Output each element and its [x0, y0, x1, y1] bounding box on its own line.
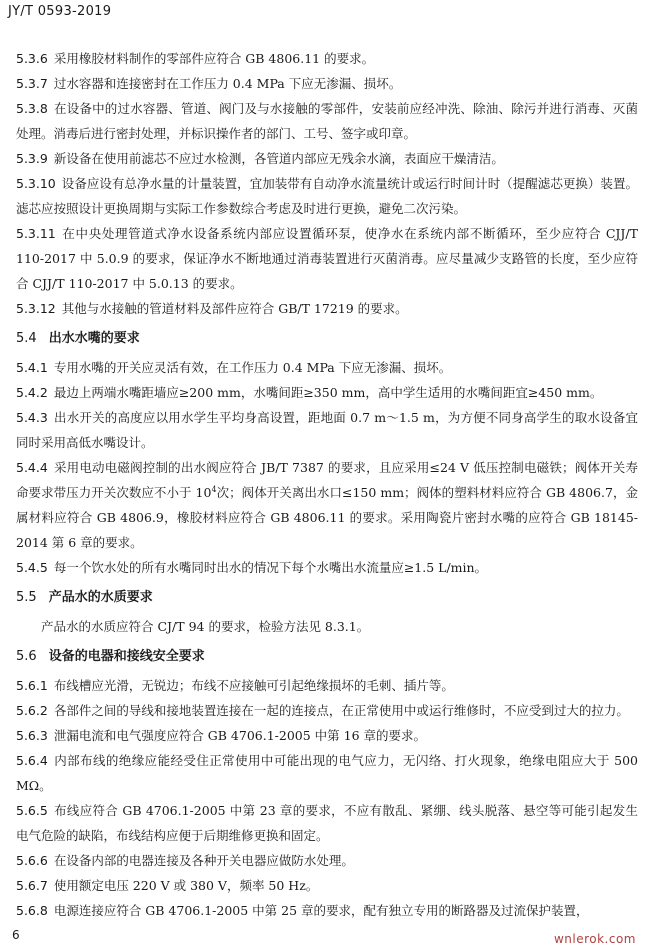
clause-text: 出水开关的高度应以用水学生平均身高设置，距地面 0.7 m～1.5 m，为方便不同身高学生的取水设备宜同时采用高低水嘴设计。 — [16, 410, 638, 450]
clause — [16, 96, 638, 146]
clause-number: 5.3.12 — [16, 301, 56, 316]
section-number: 5.6 — [16, 649, 37, 664]
section-number: 5.5 — [16, 590, 37, 605]
clause — [16, 171, 638, 221]
clause-number: 5.6.6 — [16, 853, 48, 868]
clause-number: 5.6.1 — [16, 678, 48, 693]
clause — [16, 898, 638, 923]
clause — [16, 723, 638, 748]
clause-number: 5.4.2 — [16, 385, 48, 400]
section-heading — [16, 326, 638, 351]
clause-text: 其他与水接触的管道材料及部件应符合 GB/T 17219 的要求。 — [61, 301, 408, 316]
clause — [16, 873, 638, 898]
clause-text: 专用水嘴的开关应灵活有效，在工作压力 0.4 MPa 下应无渗漏、损坏。 — [53, 360, 452, 375]
clause — [16, 380, 638, 405]
section-number: 5.4 — [16, 331, 37, 346]
clause-number: 5.6.4 — [16, 753, 48, 768]
section-heading — [16, 585, 638, 610]
clause-number: 5.3.8 — [16, 101, 48, 116]
clause-text: 过水容器和连接密封在工作压力 0.4 MPa 下应无渗漏、损坏。 — [53, 76, 402, 91]
clause-text: 各部件之间的导线和接地装置连接在一起的连接点，在正常使用中或运行维修时，不应受到过大的拉力。 — [53, 703, 629, 718]
clause — [16, 698, 638, 723]
clause-text: 泄漏电流和电气强度应符合 GB 4706.1-2005 中第 16 章的要求。 — [53, 728, 427, 743]
clause-text: 使用额定电压 220 V 或 380 V，频率 50 Hz。 — [53, 878, 319, 893]
clause — [16, 355, 638, 380]
clause-number: 5.6.5 — [16, 803, 48, 818]
section-title: 出水水嘴的要求 — [48, 331, 140, 346]
clause-text: 新设备在使用前滤芯不应过水检测，各管道内部应无残余水滴，表面应干燥清洁。 — [53, 151, 504, 166]
clause-number: 5.3.6 — [16, 51, 48, 66]
clause-number: 5.3.11 — [16, 226, 56, 241]
clause — [16, 455, 638, 555]
clause-text: 采用电动电磁阀控制的出水阀应符合 JB/T 7387 的要求，且应采用≤24 V 低压控制电磁铁；阀体开关寿命要求带压力开关次数应不小于 10 — [16, 460, 638, 500]
clause-number: 5.6.3 — [16, 728, 48, 743]
clause — [16, 405, 638, 455]
clause-text: 布线应符合 GB 4706.1-2005 中第 23 章的要求，不应有散乱、紧绷、线头脱落、悬空等可能引起发生电气危险的缺陷，布线结构应便于后期维修更换和固定。 — [16, 803, 638, 843]
clause-text: 最边上两端水嘴距墙应≥200 mm，水嘴间距≥350 mm，高中学生适用的水嘴间距宜≥450 mm。 — [53, 385, 603, 400]
clause-text: 电源连接应符合 GB 4706.1-2005 中第 25 章的要求，配有独立专用的断路器及过流保护装置， — [53, 903, 589, 918]
section-body: 产品水的水质应符合 CJ/T 94 的要求，检验方法见 8.3.1。 — [41, 619, 370, 634]
document-body — [16, 46, 638, 923]
clause-number: 5.3.7 — [16, 76, 48, 91]
clause-text: 在中央处理管道式净水设备系统内部应设置循环泵，使净水在系统内部不断循环，至少应符合 CJJ/T 110-2017 中 5.0.9 的要求，保证净水不断地通过消毒装置进行灭菌消毒。应尽量减少支路管的长度，至少应符合 CJJ/T 110-2017 中 5.0.13 的要求。 — [16, 226, 638, 291]
clause-number: 5.4.3 — [16, 410, 48, 425]
page-number: 6 — [12, 928, 20, 942]
clause-number: 5.4.1 — [16, 360, 48, 375]
section-title: 设备的电器和接线安全要求 — [48, 649, 205, 664]
clause-number: 5.6.2 — [16, 703, 48, 718]
clause-text: 内部布线的绝缘应能经受住正常使用中可能出现的电气应力，无闪络、打火现象，绝缘电阻应大于 500 MΩ。 — [16, 753, 638, 793]
clause — [16, 71, 638, 96]
clause-number: 5.3.9 — [16, 151, 48, 166]
clause-text: 布线槽应光滑，无锐边；布线不应接触可引起绝缘损坏的毛刺、插片等。 — [53, 678, 454, 693]
clause — [16, 146, 638, 171]
watermark: wnlerok.com — [553, 932, 636, 946]
clause-text-continued: 次；阀体开关离出水口≤150 mm；阀体的塑料材料应符合 GB 4806.7，金属材料应符合 GB 4806.9，橡胶材料应符合 GB 4806.11 的要求。采用陶瓷片密封水嘴的应符合 GB 18145-2014 第 6 章的要求。 — [16, 485, 638, 550]
clause — [16, 673, 638, 698]
clause-text: 在设备中的过水容器、管道、阀门及与水接触的零部件，安装前应经冲洗、除油、除污并进行消毒、灭菌处理。消毒后进行密封处理，并标识操作者的部门、工号、签字或印章。 — [16, 101, 638, 141]
clause — [16, 221, 638, 296]
clause-number: 5.6.7 — [16, 878, 48, 893]
clause — [16, 798, 638, 848]
clause-number: 5.6.8 — [16, 903, 48, 918]
clause-number: 5.4.5 — [16, 560, 48, 575]
document-code: JY/T 0593-2019 — [8, 4, 112, 19]
clause-text: 在设备内部的电器连接及各种开关电器应做防水处理。 — [53, 853, 354, 868]
section-title: 产品水的水质要求 — [48, 590, 153, 605]
clause — [16, 46, 638, 71]
clause — [16, 296, 638, 321]
clause — [16, 555, 638, 580]
exponent: 4 — [211, 484, 217, 494]
clause-text: 设备应设有总净水量的计量装置，宜加装带有自动净水流量统计或运行时间计时（提醒滤芯更换）装置。滤芯应按照设计更换周期与实际工作参数综合考虑及时进行更换，避免二次污染。 — [16, 176, 638, 216]
clause-text: 采用橡胶材料制作的零部件应符合 GB 4806.11 的要求。 — [53, 51, 375, 66]
clause — [16, 748, 638, 798]
clause-number: 5.3.10 — [16, 176, 56, 191]
section-heading — [16, 644, 638, 669]
clause-number: 5.4.4 — [16, 460, 48, 475]
clause-text: 每一个饮水处的所有水嘴同时出水的情况下每个水嘴出水流量应≥1.5 L/min。 — [53, 560, 488, 575]
clause — [16, 848, 638, 873]
